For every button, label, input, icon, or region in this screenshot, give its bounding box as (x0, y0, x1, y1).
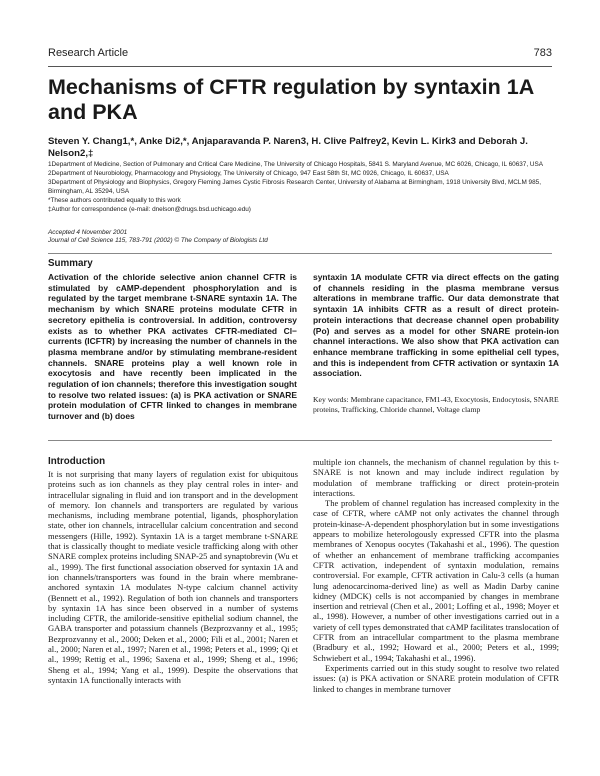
affiliations (48, 161, 560, 215)
summary-text-right: syntaxin 1A modulate CFTR via direct effects on the gating of channels residing in the plasma membrane versus alterations in membrane traffic. Our data demonstrate that syntaxin 1A inhibits CFTR as a result of direct protein-protein interactions that decrease channel open probability (Po) and serves as a model for other SNARE protein-ion channel interactions. We also show that PKA activation can enhance membrane trafficking in some epithelial cell types, and this is independent from CFTR activation or syntaxin 1A association. (313, 272, 559, 379)
summary-text-left: Activation of the chloride selective anion channel CFTR is stimulated by cAMP-dependent phosphorylation and is regulated by the target membrane t-SNARE syntaxin 1A. The mechanism by which SNARE proteins modulate CFTR in secretory epithelia is controversial. In addition, controversy exists as to whether PKA activates CFTR-mediated Cl− currents (ICFTR) by increasing the number of channels in the plasma membrane and/or by stimulating membrane-resident channels. SNARE proteins play a well known role in exocytosis and have recently been implicated in the regulation of ion channels; therefore this investigation sought to resolve two related issues: (a) is PKA activation or SNARE protein modulation of CFTR linked to changes in membrane turnover and (b) does (48, 272, 297, 422)
affiliation-2: 2Department of Neurobiology, Pharmacology and Physiology, The University of Chicago, 947 East 58th St, MC 0926, Chicago, IL 60637, USA (48, 170, 449, 178)
article-title: Mechanisms of CFTR regulation by syntaxin 1A and PKA (48, 75, 534, 124)
introduction-heading: Introduction (48, 456, 106, 467)
journal-citation: Journal of Cell Science 115, 783-791 (2002) © The Company of Biologists Ltd (48, 237, 268, 244)
introduction-text-left (48, 469, 298, 685)
running-head (48, 47, 552, 63)
summary-rule (48, 253, 552, 254)
accepted-date: Accepted 4 November 2001 (48, 229, 128, 236)
correspondence-note: ‡Author for correspondence (e-mail: dnelson@drugs.bsd.uchicago.edu) (48, 206, 251, 214)
intro-paragraph: The problem of channel regulation has increased complexity in the case of CFTR, where cAMP not only activates the channel through protein-kinase-A-dependent phosphorylation but in some investigations appears to mobilize heterologously expressed CFTR into the plasma membranes of Xenopus oocytes (Takahashi et al., 1996). The question of whether an enhancement of membrane trafficking accompanies CFTR activation, independent of syntaxin modulation, remains controversial. For example, CFTR activation in Calu-3 cells (a human lung adenocarcinoma-derived line) as well as Madin Darby canine kidney (MDCK) cells is not accompanied by changes in membrane insertion and retrieval (Chen et al., 2001; Loffing et al., 1998; Moyer et al., 1998). However, a number of other investigations carried out in a variety of cell types demonstrated that cAMP facilitates translocation of CFTR from an intracellular compartment to the plasma membrane (Bradbury et al., 1992; Howard et al., 2000; Peters et al., 1999; Schwiebert et al., 1994; Takahashi et al., 1996). (313, 498, 559, 663)
summary-heading: Summary (48, 258, 93, 269)
introduction-text-right (313, 457, 559, 694)
intro-paragraph: It is not surprising that many layers of regulation exist for ubiquitous proteins such as ion channels as they play central roles in inter- and intracellular signaling in fluid and ion transport and in the development of memory. Ion channels and transporters are regulated by various mechanisms, including membrane potential, ligands, phosphorylation state, other ion channels, intracellular calcium concentration and second messengers (Hille, 1992). Syntaxin 1A is a target membrane t-SNARE that is classically thought to mediate vesicle trafficking along with other SNARE complex proteins including SNAP-25 and synaptobrevin (Wu et al., 1999). The first functional association observed for syntaxin 1A and ion channels/transporters was found in the brain where membrane-anchored syntaxin 1A modulates N-type calcium channel activity (Bennett et al., 1992). Regulation of both ion channels and transporters by syntaxin 1A has since been observed in a number of systems including CFTR, the amiloride-sensitive epithelial sodium channel, the GABA transporter and potassium channels (Bezprozvanny et al., 1995; Bezprozvanny et al., 2000; Deken et al., 2000; Fili et al., 2001; Naren et al., 2000; Naren et al., 1997; Naren et al., 1998; Peters et al., 1999; Qi et al., 1999; Rettig et al., 1996; Saxena et al., 1999; Sheng et al., 1996; Sheng et al., 1994; Yang et al., 1999). Despite the observations that syntaxin 1A functionally interacts with (48, 469, 298, 685)
author-list: Steven Y. Chang1,*, Anke Di2,*, Anjaparavanda P. Naren3, H. Clive Palfrey2, Kevin L. Kirk3 and Deborah J. Nelson2,‡ (48, 136, 528, 159)
intro-rule (48, 440, 552, 441)
equal-contribution-note: *These authors contributed equally to this work (48, 196, 181, 204)
article-type-label: Research Article (48, 47, 129, 59)
keywords: Key words: Membrane capacitance, FM1-43, Exocytosis, Endocytosis, SNARE proteins, Trafficking, Chloride channel, Voltage clamp (313, 395, 559, 414)
intro-paragraph: multiple ion channels, the mechanism of channel regulation by this t-SNARE is not known and may include indirect regulation by modulation of membrane trafficking or direct protein-protein interactions. (313, 457, 559, 498)
header-rule (48, 66, 552, 67)
intro-paragraph: Experiments carried out in this study sought to resolve two related issues: (a) is PKA activation or SNARE protein modulation of CFTR linked to changes in membrane turnover (313, 662, 559, 694)
page-number: 783 (533, 47, 552, 59)
affiliation-3: 3Department of Physiology and Biophysics, Gregory Fleming James Cystic Fibrosis Research Center, University of Alabama at Birmingham, 1918 University Blvd, MCLM 985, Birmingham, AL 35294, USA (48, 179, 541, 195)
publication-info (48, 229, 448, 245)
affiliation-1: 1Department of Medicine, Section of Pulmonary and Critical Care Medicine, The University of Chicago Hospitals, 5841 S. Maryland Avenue, MC 6026, Chicago, IL 60637, USA (48, 161, 544, 168)
